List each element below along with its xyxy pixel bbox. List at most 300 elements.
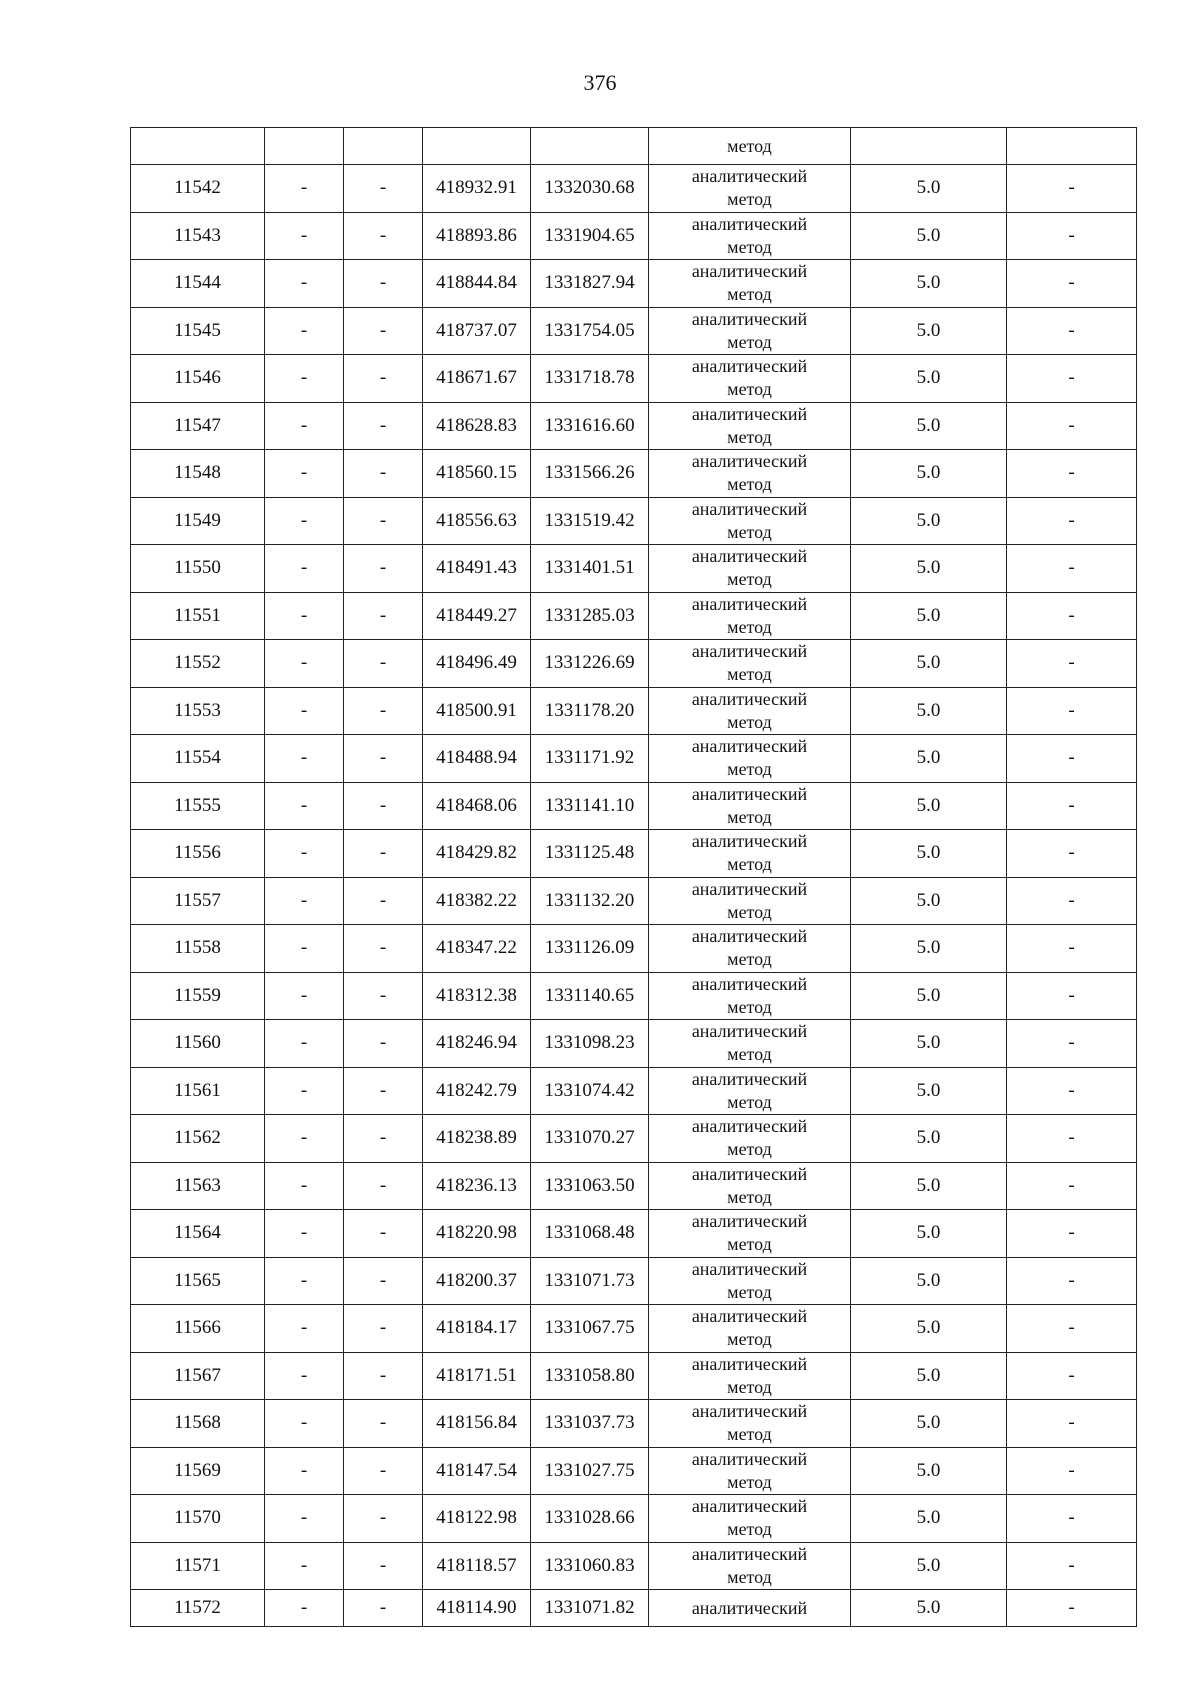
x-coordinate-cell: 418628.83 (423, 402, 531, 450)
dash-cell: - (344, 1400, 423, 1448)
dash-cell: - (265, 1305, 344, 1353)
table-row (131, 1542, 1137, 1590)
dash-cell: - (265, 1067, 344, 1115)
table-row (131, 925, 1137, 973)
method-line-2: метод (727, 996, 772, 1017)
method-line-1: аналитический (691, 261, 808, 282)
table-row (131, 1067, 1137, 1115)
table-row (131, 402, 1137, 450)
point-number-cell: 11556 (131, 830, 265, 878)
table-row (131, 450, 1137, 498)
x-coordinate-cell: 418844.84 (423, 260, 531, 308)
x-coordinate-cell: 418246.94 (423, 1020, 531, 1068)
accuracy-cell: 5.0 (851, 355, 1007, 403)
dash-cell: - (1007, 260, 1137, 308)
accuracy-cell: 5.0 (851, 687, 1007, 735)
point-number-cell: 11552 (131, 640, 265, 688)
method-cell (649, 1542, 851, 1590)
method-cell (649, 1305, 851, 1353)
method-line-1: аналитический (691, 213, 808, 234)
method-line-2: метод (727, 1424, 772, 1445)
accuracy-cell: 5.0 (851, 165, 1007, 213)
point-number-cell: 11569 (131, 1447, 265, 1495)
accuracy-cell: 5.0 (851, 1495, 1007, 1543)
table-row (131, 1115, 1137, 1163)
dash-cell: - (265, 972, 344, 1020)
method-line-2: метод (727, 1091, 772, 1112)
method-cell (649, 1162, 851, 1210)
dash-cell: - (1007, 972, 1137, 1020)
point-number-cell: 11567 (131, 1352, 265, 1400)
method-line-1: аналитический (691, 356, 808, 377)
dash-cell: - (265, 497, 344, 545)
y-coordinate-cell: 1331401.51 (531, 545, 649, 593)
method-line-1: аналитический (691, 688, 808, 709)
dash-cell: - (344, 355, 423, 403)
point-number-cell: 11551 (131, 592, 265, 640)
dash-cell: - (265, 1257, 344, 1305)
accuracy-cell: 5.0 (851, 735, 1007, 783)
dash-cell: - (265, 592, 344, 640)
method-cell (649, 1495, 851, 1543)
dash-cell: - (265, 260, 344, 308)
dash-cell: - (1007, 355, 1137, 403)
method-line-2: метод (727, 379, 772, 400)
dash-cell: - (344, 1590, 423, 1627)
table-row (131, 877, 1137, 925)
dash-cell: - (344, 1162, 423, 1210)
dash-cell: - (265, 1590, 344, 1627)
x-coordinate-cell: 418114.90 (423, 1590, 531, 1627)
table-row (131, 1020, 1137, 1068)
dash-cell: - (344, 1542, 423, 1590)
y-coordinate-cell: 1331125.48 (531, 830, 649, 878)
table-row (131, 497, 1137, 545)
accuracy-cell: 5.0 (851, 260, 1007, 308)
method-cell (649, 925, 851, 973)
dash-cell: - (344, 1305, 423, 1353)
point-number-cell: 11547 (131, 402, 265, 450)
y-coordinate-cell: 1331140.65 (531, 972, 649, 1020)
dash-cell: - (1007, 545, 1137, 593)
point-number-cell: 11562 (131, 1115, 265, 1163)
dash-cell: - (344, 1495, 423, 1543)
method-line-1: аналитический (691, 1021, 808, 1042)
x-coordinate-cell: 418242.79 (423, 1067, 531, 1115)
dash-cell: - (1007, 592, 1137, 640)
table-row (131, 307, 1137, 355)
y-coordinate-cell: 1331070.27 (531, 1115, 649, 1163)
method-cell (649, 877, 851, 925)
method-line-1: аналитический (691, 308, 808, 329)
method-cell (649, 1210, 851, 1258)
dash-cell: - (344, 545, 423, 593)
x-coordinate-cell: 418118.57 (423, 1542, 531, 1590)
dash-cell: - (1007, 1305, 1137, 1353)
table-row (131, 640, 1137, 688)
table-row (131, 830, 1137, 878)
y-coordinate-cell: 1331616.60 (531, 402, 649, 450)
y-coordinate-cell: 1331027.75 (531, 1447, 649, 1495)
x-coordinate-cell: 418200.37 (423, 1257, 531, 1305)
dash-cell: - (1007, 307, 1137, 355)
x-coordinate-cell: 418468.06 (423, 782, 531, 830)
method-line-2: метод (727, 284, 772, 305)
method-line-1: аналитический (691, 831, 808, 852)
dash-cell: - (1007, 925, 1137, 973)
dash-cell: - (265, 1210, 344, 1258)
table-row (131, 1305, 1137, 1353)
table-row (131, 1352, 1137, 1400)
method-cell (649, 782, 851, 830)
x-coordinate-cell: 418893.86 (423, 212, 531, 260)
method-cell (649, 545, 851, 593)
dash-cell: - (265, 1020, 344, 1068)
dash-cell: - (1007, 640, 1137, 688)
point-number-cell: 11543 (131, 212, 265, 260)
dash-cell: - (1007, 497, 1137, 545)
accuracy-cell: 5.0 (851, 972, 1007, 1020)
method-line-1: аналитический (691, 1496, 808, 1517)
dash-cell: - (265, 830, 344, 878)
method-cell (649, 1020, 851, 1068)
accuracy-cell: 5.0 (851, 1162, 1007, 1210)
x-coordinate-cell: 418156.84 (423, 1400, 531, 1448)
dash-cell: - (1007, 830, 1137, 878)
point-number-cell: 11564 (131, 1210, 265, 1258)
dash-cell: - (265, 355, 344, 403)
table-row (131, 212, 1137, 260)
dash-cell: - (265, 545, 344, 593)
table-row (131, 592, 1137, 640)
method-line-1: аналитический (691, 1306, 808, 1327)
x-coordinate-cell: 418671.67 (423, 355, 531, 403)
dash-cell: - (265, 877, 344, 925)
table-row (131, 355, 1137, 403)
accuracy-cell: 5.0 (851, 1020, 1007, 1068)
y-coordinate-cell: 1331126.09 (531, 925, 649, 973)
x-coordinate-cell: 418236.13 (423, 1162, 531, 1210)
dash-cell: - (265, 735, 344, 783)
method-line-1: аналитический (691, 1258, 808, 1279)
table-row (131, 782, 1137, 830)
y-coordinate-cell: 1331071.73 (531, 1257, 649, 1305)
method-line-2: метод (727, 1139, 772, 1160)
x-coordinate-cell: 418500.91 (423, 687, 531, 735)
method-cell (649, 260, 851, 308)
dash-cell: - (265, 1352, 344, 1400)
coordinates-table (130, 127, 1137, 1627)
method-cell (649, 1352, 851, 1400)
dash-cell: - (1007, 402, 1137, 450)
x-coordinate-cell: 418347.22 (423, 925, 531, 973)
dash-cell: - (1007, 1115, 1137, 1163)
dash-cell: - (265, 1542, 344, 1590)
method-cell: метод (649, 128, 851, 165)
dash-cell: - (265, 1495, 344, 1543)
point-number-cell: 11560 (131, 1020, 265, 1068)
method-line-2: метод (727, 426, 772, 447)
x-coordinate-cell: 418382.22 (423, 877, 531, 925)
dash-cell: - (344, 212, 423, 260)
y-coordinate-cell: 1331178.20 (531, 687, 649, 735)
dash-cell: - (1007, 1257, 1137, 1305)
point-number-cell: 11545 (131, 307, 265, 355)
accuracy-cell: 5.0 (851, 402, 1007, 450)
method-cell (649, 402, 851, 450)
dash-cell: - (1007, 1400, 1137, 1448)
point-number-cell: 11566 (131, 1305, 265, 1353)
dash-cell: - (1007, 1162, 1137, 1210)
method-line-2: метод (727, 1471, 772, 1492)
point-number-cell: 11568 (131, 1400, 265, 1448)
dash-cell: - (1007, 687, 1137, 735)
accuracy-cell: 5.0 (851, 1305, 1007, 1353)
point-number-cell: 11558 (131, 925, 265, 973)
dash-cell: - (344, 592, 423, 640)
accuracy-cell: 5.0 (851, 782, 1007, 830)
table-row (131, 545, 1137, 593)
method-line-1: аналитический (691, 1401, 808, 1422)
y-coordinate-cell: 1331037.73 (531, 1400, 649, 1448)
y-coordinate-cell: 1331904.65 (531, 212, 649, 260)
table-row (131, 972, 1137, 1020)
method-line-2: метод (727, 569, 772, 590)
x-coordinate-cell: 418147.54 (423, 1447, 531, 1495)
dash-cell: - (1007, 1067, 1137, 1115)
table-row (131, 1257, 1137, 1305)
accuracy-cell: 5.0 (851, 450, 1007, 498)
accuracy-cell: 5.0 (851, 1447, 1007, 1495)
table-row (131, 1590, 1137, 1627)
x-coordinate-cell: 418449.27 (423, 592, 531, 640)
y-coordinate-cell: 1331028.66 (531, 1495, 649, 1543)
x-coordinate-cell: 418184.17 (423, 1305, 531, 1353)
method-line-2: метод (727, 711, 772, 732)
method-line-1: аналитический (691, 166, 808, 187)
dash-cell: - (1007, 1447, 1137, 1495)
method-line-1: аналитический (691, 1068, 808, 1089)
method-line-2: метод (727, 1376, 772, 1397)
table-row (131, 1210, 1137, 1258)
dash-cell: - (1007, 165, 1137, 213)
method-line-1: аналитический (691, 403, 808, 424)
accuracy-cell: 5.0 (851, 1590, 1007, 1627)
method-cell (649, 640, 851, 688)
y-coordinate-cell: 1331718.78 (531, 355, 649, 403)
method-line-1: аналитический (691, 1543, 808, 1564)
accuracy-cell: 5.0 (851, 640, 1007, 688)
y-coordinate-cell: 1331519.42 (531, 497, 649, 545)
dash-cell: - (344, 1447, 423, 1495)
dash-cell: - (1007, 735, 1137, 783)
point-number-cell: 11544 (131, 260, 265, 308)
point-number-cell: 11549 (131, 497, 265, 545)
dash-cell: - (344, 1352, 423, 1400)
method-line-1: аналитический (691, 1211, 808, 1232)
x-coordinate-cell: 418312.38 (423, 972, 531, 1020)
method-line-1: аналитический (691, 783, 808, 804)
method-line-2: метод (727, 1519, 772, 1540)
method-cell (649, 1447, 851, 1495)
dash-cell: - (344, 782, 423, 830)
dash-cell: - (1007, 1542, 1137, 1590)
table-row-continuation (131, 128, 1137, 165)
dash-cell: - (265, 782, 344, 830)
dash-cell: - (1007, 877, 1137, 925)
y-coordinate-cell: 1331754.05 (531, 307, 649, 355)
x-coordinate-cell: 418737.07 (423, 307, 531, 355)
point-number-cell: 11550 (131, 545, 265, 593)
method-line-1: аналитический (691, 1448, 808, 1469)
point-number-cell: 11555 (131, 782, 265, 830)
method-line-1: аналитический (691, 498, 808, 519)
x-coordinate-cell: 418429.82 (423, 830, 531, 878)
y-coordinate-cell: 1331074.42 (531, 1067, 649, 1115)
y-coordinate-cell: 1331132.20 (531, 877, 649, 925)
dash-cell: - (344, 1020, 423, 1068)
accuracy-cell: 5.0 (851, 592, 1007, 640)
dash-cell: - (344, 497, 423, 545)
dash-cell: - (265, 307, 344, 355)
method-line-1: аналитический (691, 451, 808, 472)
dash-cell: - (344, 735, 423, 783)
dash-cell: - (344, 260, 423, 308)
method-line-1: аналитический (691, 1163, 808, 1184)
x-coordinate-cell: 418560.15 (423, 450, 531, 498)
table-row (131, 260, 1137, 308)
y-coordinate-cell: 1331060.83 (531, 1542, 649, 1590)
method-cell (649, 1067, 851, 1115)
method-line-2: метод (727, 806, 772, 827)
dash-cell: - (344, 165, 423, 213)
accuracy-cell: 5.0 (851, 1115, 1007, 1163)
point-number-cell: 11570 (131, 1495, 265, 1543)
point-number-cell: 11546 (131, 355, 265, 403)
x-coordinate-cell: 418122.98 (423, 1495, 531, 1543)
accuracy-cell: 5.0 (851, 1542, 1007, 1590)
dash-cell: - (1007, 1495, 1137, 1543)
dash-cell: - (265, 687, 344, 735)
method-cell (649, 830, 851, 878)
method-line-2: метод (727, 1044, 772, 1065)
dash-cell: - (265, 640, 344, 688)
x-coordinate-cell: 418556.63 (423, 497, 531, 545)
method-cell (649, 687, 851, 735)
accuracy-cell: 5.0 (851, 1210, 1007, 1258)
table-row (131, 735, 1137, 783)
accuracy-cell: 5.0 (851, 545, 1007, 593)
point-number-cell: 11548 (131, 450, 265, 498)
dash-cell: - (344, 925, 423, 973)
method-cell (649, 497, 851, 545)
method-line-2: метод (727, 189, 772, 210)
method-cell (649, 1257, 851, 1305)
method-line-1: аналитический (691, 641, 808, 662)
y-coordinate-cell: 1331071.82 (531, 1590, 649, 1627)
method-line-2: метод (727, 616, 772, 637)
dash-cell: - (344, 450, 423, 498)
accuracy-cell: 5.0 (851, 307, 1007, 355)
y-coordinate-cell: 1331285.03 (531, 592, 649, 640)
x-coordinate-cell: 418238.89 (423, 1115, 531, 1163)
y-coordinate-cell: 1331098.23 (531, 1020, 649, 1068)
x-coordinate-cell: 418496.49 (423, 640, 531, 688)
point-number-cell: 11572 (131, 1590, 265, 1627)
accuracy-cell: 5.0 (851, 1352, 1007, 1400)
method-cell (649, 212, 851, 260)
x-coordinate-cell: 418932.91 (423, 165, 531, 213)
y-coordinate-cell: 1331566.26 (531, 450, 649, 498)
dash-cell: - (344, 1257, 423, 1305)
dash-cell: - (265, 1447, 344, 1495)
y-coordinate-cell: 1331058.80 (531, 1352, 649, 1400)
method-cell (649, 355, 851, 403)
method-line-2: метод (727, 1281, 772, 1302)
x-coordinate-cell: 418220.98 (423, 1210, 531, 1258)
accuracy-cell: 5.0 (851, 497, 1007, 545)
method-cell (649, 1400, 851, 1448)
dash-cell: - (344, 402, 423, 450)
method-line-1: аналитический (691, 736, 808, 757)
y-coordinate-cell: 1332030.68 (531, 165, 649, 213)
dash-cell: - (265, 1115, 344, 1163)
x-coordinate-cell: 418491.43 (423, 545, 531, 593)
point-number-cell: 11565 (131, 1257, 265, 1305)
dash-cell: - (265, 1162, 344, 1210)
dash-cell: - (265, 212, 344, 260)
y-coordinate-cell: 1331226.69 (531, 640, 649, 688)
y-coordinate-cell: 1331067.75 (531, 1305, 649, 1353)
method-cell (649, 450, 851, 498)
y-coordinate-cell: 1331063.50 (531, 1162, 649, 1210)
dash-cell: - (1007, 212, 1137, 260)
dash-cell: - (344, 830, 423, 878)
method-line-2: метод (727, 236, 772, 257)
point-number-cell: 11553 (131, 687, 265, 735)
dash-cell: - (344, 687, 423, 735)
y-coordinate-cell: 1331068.48 (531, 1210, 649, 1258)
table-row (131, 1447, 1137, 1495)
dash-cell: - (344, 972, 423, 1020)
method-line-2: метод (727, 759, 772, 780)
dash-cell: - (1007, 450, 1137, 498)
method-line-2: метод (727, 331, 772, 352)
method-line-1: аналитический (691, 878, 808, 899)
method-line-2: метод (727, 854, 772, 875)
dash-cell: - (265, 450, 344, 498)
method-line-2: метод (727, 949, 772, 970)
dash-cell: - (265, 925, 344, 973)
method-cell (649, 307, 851, 355)
x-coordinate-cell: 418488.94 (423, 735, 531, 783)
method-line-1: аналитический (691, 926, 808, 947)
dash-cell: - (265, 165, 344, 213)
point-number-cell: 11561 (131, 1067, 265, 1115)
accuracy-cell: 5.0 (851, 830, 1007, 878)
dash-cell: - (1007, 782, 1137, 830)
dash-cell: - (1007, 1590, 1137, 1627)
dash-cell: - (344, 1115, 423, 1163)
method-line-2: метод (727, 521, 772, 542)
dash-cell: - (265, 1400, 344, 1448)
accuracy-cell: 5.0 (851, 212, 1007, 260)
method-line-1: аналитический (691, 1353, 808, 1374)
accuracy-cell: 5.0 (851, 1400, 1007, 1448)
method-cell (649, 1115, 851, 1163)
table-row (131, 1400, 1137, 1448)
method-line-1: аналитический (691, 973, 808, 994)
